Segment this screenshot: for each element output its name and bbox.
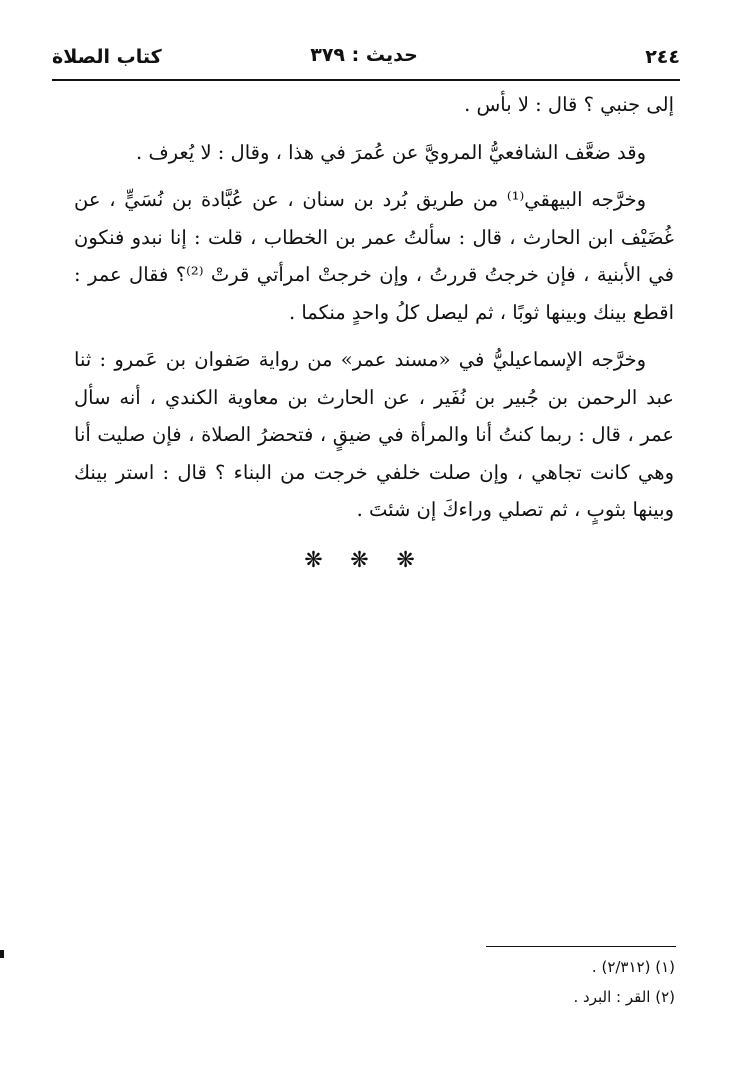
paragraph: وخرَّجه البيهقي⁽¹⁾ من طريق بُرد بن سنان ، عن عُبَّادة بن نُسَيٍّ ، عن غُضَيْف ابن الحارث ، قال : سألتُ عمر بن الخطاب ، قلت : إنا نبدو فنكون في الأبنية ، فإن خرجتُ قررتُ ، وإن خرجتْ امرأتي قرتْ ⁽²⁾؟ فقال عمر : اقطع بينك وبينها ثوبًا ، ثم ليصل كلُ واحدٍ منكما . bbox=[74, 188, 674, 324]
hadith-reference: حديث : ٣٧٩ bbox=[310, 44, 418, 66]
page-header bbox=[48, 40, 680, 76]
book-title: كتاب الصلاة bbox=[52, 46, 162, 68]
footnote-divider bbox=[486, 946, 676, 947]
paragraph: إلى جنبي ؟ قال : لا بأس . bbox=[464, 93, 674, 116]
footnote: (١) (٢/٣١٢) . bbox=[591, 958, 675, 976]
page-number: ٢٤٤ bbox=[645, 46, 680, 68]
scan-edge-mark bbox=[0, 950, 4, 958]
section-separator: ❋ ❋ ❋ bbox=[304, 548, 425, 573]
footnote: (٢) القر : البرد . bbox=[573, 988, 675, 1006]
paragraph: وخرَّجه الإسماعيليُّ في «مسند عمر» من رواية صَفوان بن عَمرو : ثنا عبد الرحمن بن جُبير بن نُفَير ، عن الحارث بن معاوية الكندي ، أنه سأل عمر ، قال : ربما كنتُ أنا والمرأة في ضيقٍ ، فتحضرُ الصلاة ، فإن صليت أنا وهي كانت تجاهي ، وإن صلت خلفي خرجت من البناء ؟ قال : استر بينك وبينها بثوبٍ ، ثم تصلي وراءكَ إن شئتَ . bbox=[74, 348, 675, 521]
paragraph: وقد ضعَّف الشافعيُّ المرويَّ عن عُمرَ في هذا ، وقال : لا يُعرف . bbox=[136, 140, 646, 164]
footnotes bbox=[275, 952, 675, 1012]
header-divider bbox=[52, 79, 680, 81]
main-text bbox=[74, 86, 674, 529]
